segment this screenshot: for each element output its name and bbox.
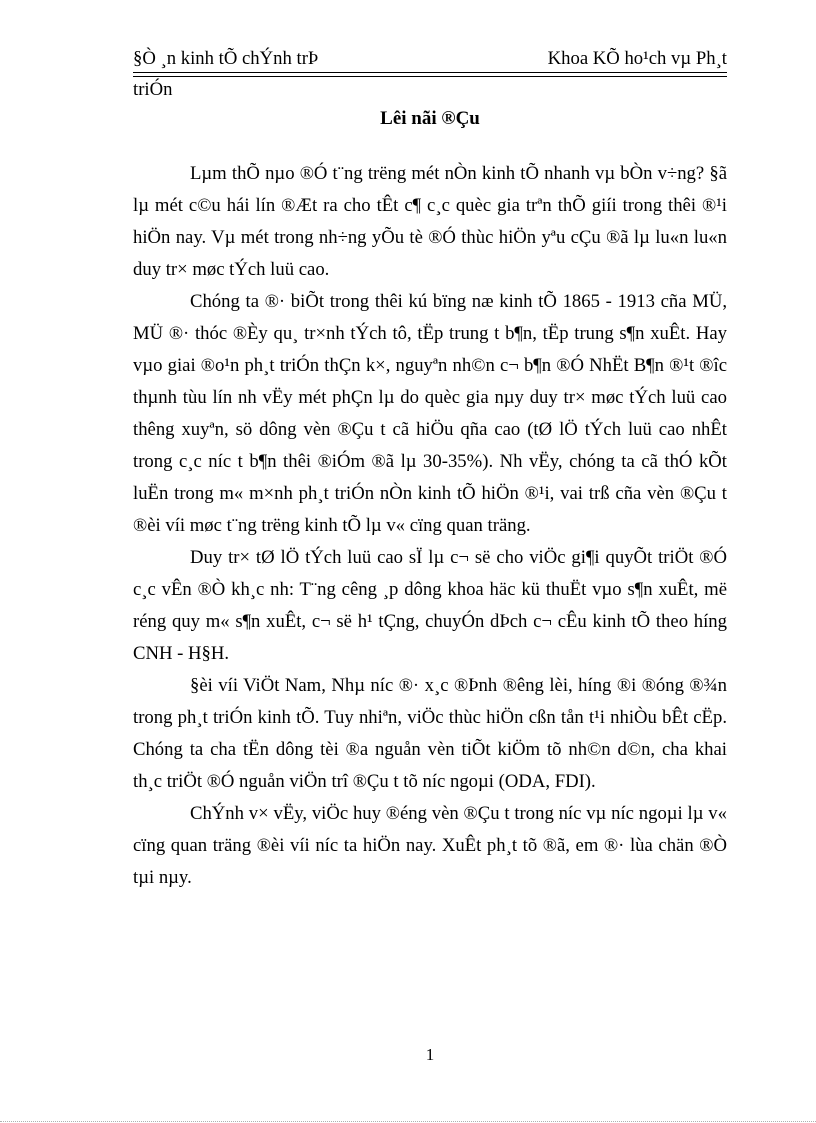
paragraph: Lµm thÕ nµo ®Ó t¨ng trëng mét nÒn kinh tÕ nhanh vµ bÒn v÷ng? §ã lµ mét c©u hái lín ®Æt ra cho tÊt c¶ c¸c quèc gia trªn thÕ giíi trong thêi ®¹i hiÖn nay. Vµ mét trong nh÷ng yÕu tè ®Ó thùc hiÖn yªu cÇu ®ã lµ lu«n lu«n duy tr× møc tÝch luü cao. xyxy=(133,163,727,280)
header-right-text: Khoa KÕ ho¹ch vµ Ph¸t xyxy=(547,48,727,69)
paragraph: Duy tr× tØ lÖ tÝch luü cao sÏ lµ c¬ së cho viÖc gi¶i quyÕt triÖt ®Ó c¸c vÊn ®Ò kh¸c nh: T¨ng cêng ¸p dông khoa häc kü thuËt vµo s¶n xuÊt, më réng quy m« s¶n xuÊt, c¬ së h¹ tÇng, chuyÓn dÞch c¬ cÊu kinh tÕ theo híng CNH - H§H. xyxy=(133,547,727,664)
header-wrap-text: triÓn xyxy=(133,79,173,100)
header-left-text: §Ò ¸n kinh tÕ chÝnh trÞ xyxy=(133,48,319,69)
paragraph: §èi víi ViÖt Nam, Nhµ níc ®· x¸c ®Þnh ®êng lèi, híng ®i ®óng ®¾n trong ph¸t triÓn kinh tÕ. Tuy nhiªn, viÖc thùc hiÖn cßn tån t¹i nhiÒu bÊt cËp. Chóng ta cha tËn dông tèi ®a nguån vèn tiÕt kiÖm tõ nh©n d©n, cha khai th¸c triÖt ®Ó nguån viÖn trî ®Çu t tõ níc ngoµi (ODA, FDI). xyxy=(133,675,727,792)
header-rule xyxy=(133,76,727,77)
page-number: 1 xyxy=(425,1045,435,1064)
document-body xyxy=(133,158,727,894)
page-header xyxy=(133,46,727,73)
document-title: Lêi nãi ®Çu xyxy=(380,108,480,129)
document-content xyxy=(133,46,727,894)
paragraph: ChÝnh v× vËy, viÖc huy ®éng vèn ®Çu t trong níc vµ níc ngoµi lµ v« cïng quan träng ®èi víi níc ta hiÖn nay. XuÊt ph¸t tõ ®ã, em ®· lùa chän ®Ò tµi nµy. xyxy=(133,803,727,888)
paragraph: Chóng ta ®· biÕt trong thêi kú bïng næ kinh tÕ 1865 - 1913 cña MÜ, MÜ ®· thóc ®Èy qu¸ tr×nh tÝch tô, tËp trung t b¶n, tËp trung s¶n xuÊt. Hay vµo giai ®o¹n ph¸t triÓn thÇn k×, nguyªn nh©n c¬ b¶n ®Ó NhËt B¶n ®¹t ®îc thµnh tùu lín nh vËy mét phÇn lµ do quèc gia nµy duy tr× møc tÝch luü cao thêng xuyªn, sö dông vèn ®Çu t cã hiÖu qña cao (tØ lÖ tÝch luü cao nhÊt trong c¸c níc t b¶n thêi ®iÓm ®ã lµ 30-35%). Nh vËy, chóng ta cã thÓ kÕt luËn trong m« m×nh ph¸t triÓn nÒn kinh tÕ hiÖn ®¹i, vai trß cña vèn ®Çu t ®èi víi møc t¨ng trëng kinh tÕ lµ v« cïng quan träng. xyxy=(133,291,727,536)
page-bottom-edge xyxy=(0,1121,816,1122)
